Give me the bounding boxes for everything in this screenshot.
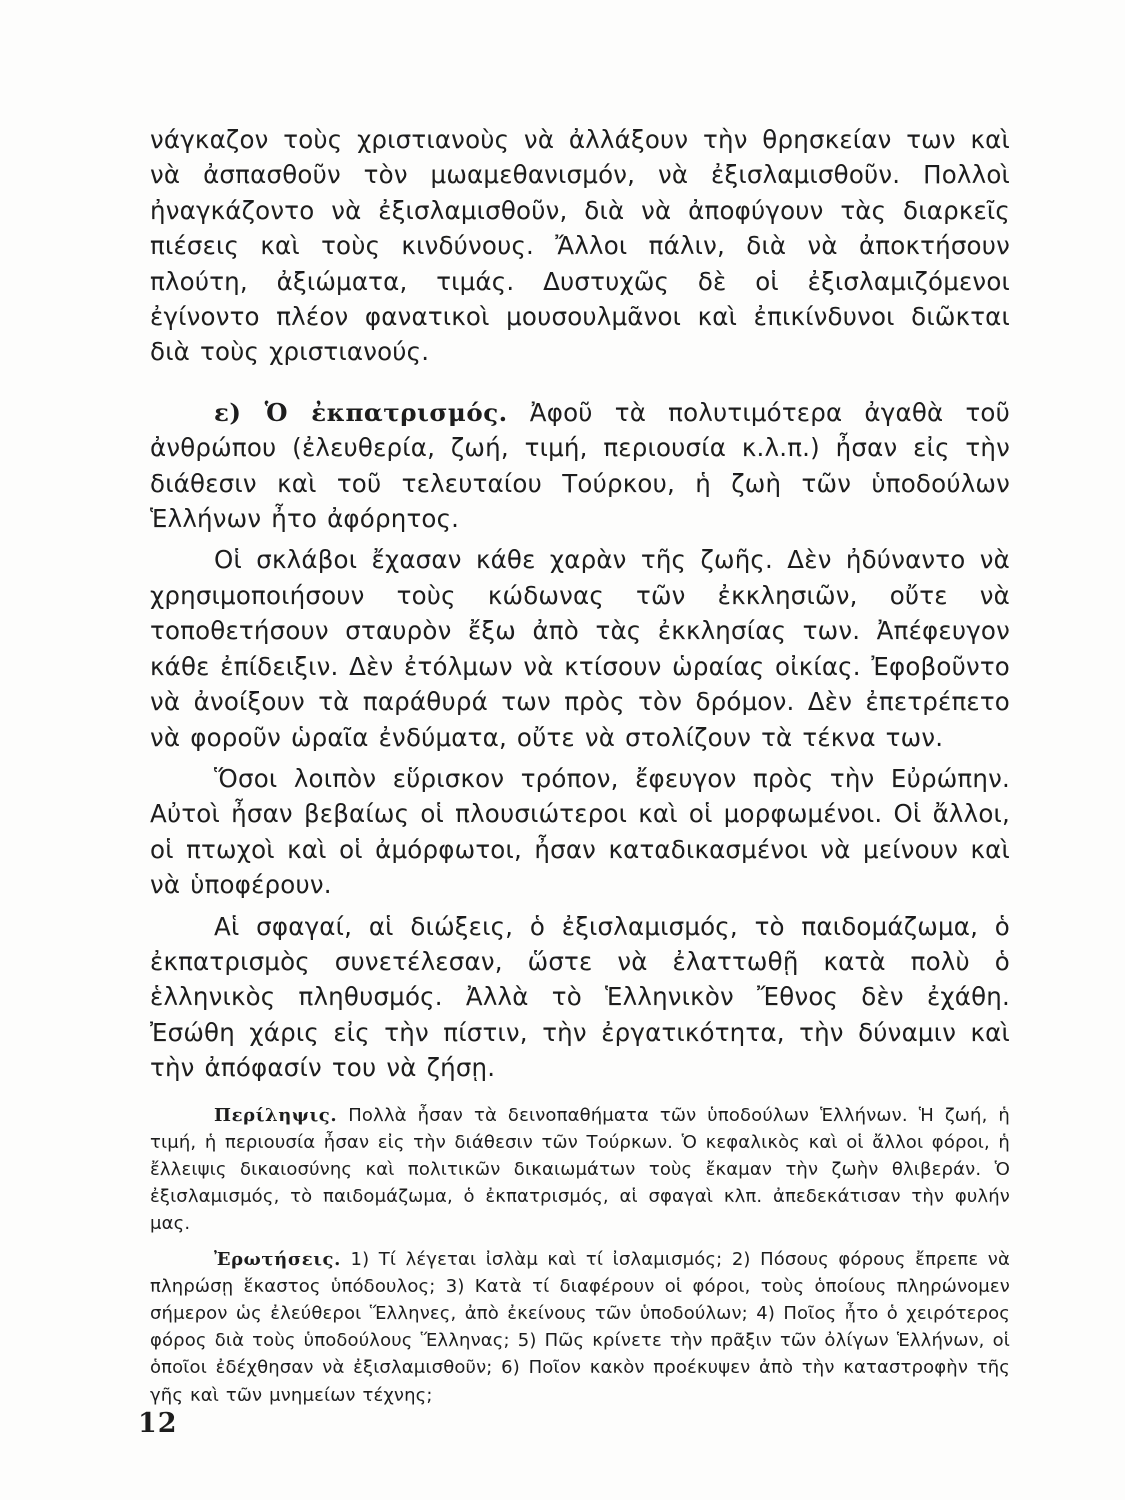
paragraph-slaves: Οἱ σκλάβοι ἔχασαν κάθε χαρὰν τῆς ζωῆς. Δὲν ἠδύναντο νὰ χρησιμοποιήσουν τοὺς κώδωνας τῶν ἐκκλησιῶν, οὔτε νὰ τοποθετήσουν σταυρὸν ἔξω ἀπὸ τὰς ἐκκλησίας των. Ἀπέφευγον κάθε ἐπίδειξιν. Δὲν ἐτόλμων νὰ κτίσουν ὡραίας οἰκίας. Ἐφοβοῦντο νὰ ἀνοίξουν τὰ παράθυρά των πρὸς τὸν δρόμον. Δὲν ἐπετρέπετο νὰ φοροῦν ὡραῖα ἐνδύματα, οὔτε νὰ στολίζουν τὰ τέκνα των. (150, 545, 1010, 752)
summary-text: Πολλὰ ἦσαν τὰ δεινοπαθήματα τῶν ὑποδούλων Ἑλλήνων. Ἡ ζωή, ἡ τιμή, ἡ περιουσία ἦσαν εἰς τὴν διάθεσιν τῶν Τούρκων. Ὁ κεφαλικὸς καὶ οἱ ἄλλοι φόροι, ἡ ἔλλειψις δικαιοσύνης καὶ πολιτικῶν δικαιωμάτων τοὺς ἔκαμαν τὴν ζωὴν θλιβεράν. Ὁ ἐξισλαμισμός, τὸ παιδομάζωμα, ὁ ἐκπατρισμός, αἱ σφαγαὶ κλπ. ἀπεδεκάτισαν τὴν φυλήν μας. (150, 1104, 1010, 1235)
paragraph-expatriation (150, 395, 1010, 537)
paragraph-survival: Αἱ σφαγαί, αἱ διώξεις, ὁ ἐξισλαμισμός, τὸ παιδομάζωμα, ὁ ἐκπατρισμὸς συνετέλεσαν, ὥστε νὰ ἐλαττωθῇ κατὰ πολὺ ὁ ἑλληνικὸς πληθυσμός. Ἀλλὰ τὸ Ἑλληνικὸν Ἔθνος δὲν ἐχάθη. Ἐσώθη χάρις εἰς τὴν πίστιν, τὴν ἐργατικότητα, τὴν δύναμιν καὶ τὴν ἀπόφασίν του νὰ ζήσῃ. (150, 911, 1010, 1083)
page-text (150, 122, 1010, 1409)
questions-text: 1) Τί λέγεται ἰσλὰμ καὶ τί ἰσλαμισμός; 2) Πόσους φόρους ἔπρεπε νὰ πληρώσῃ ἕκαστος ὑπόδουλος; 3) Κατὰ τί διαφέρουν οἱ φόροι, τοὺς ὁποίους πληρώνομεν σήμερον ὡς ἐλεύθεροι Ἕλληνες, ἀπὸ ἐκείνους τῶν ὑποδούλων; 4) Ποῖος ἦτο ὁ χειρότερος φόρος διὰ τοὺς ὑποδούλους Ἕλληνας; 5) Πῶς κρίνετε τὴν πρᾶξιν τῶν ὀλίγων Ἑλλήνων, οἱ ὁποῖοι ἐδέχθησαν νὰ ἐξισλαμισθοῦν; 6) Ποῖον κακὸν προέκυψεν ἀπὸ τὴν καταστροφὴν τῆς γῆς καὶ τῶν μνημείων τέχνης; (150, 1248, 1010, 1406)
summary-label: Περίληψις. (214, 1104, 338, 1126)
paragraph-emigration: Ὅσοι λοιπὸν εὕρισκον τρόπον, ἔφευγον πρὸς τὴν Εὐρώπην. Αὐτοὶ ἦσαν βεβαίως οἱ πλουσιώτεροι καὶ οἱ μορφωμένοι. Οἱ ἄλλοι, οἱ πτωχοὶ καὶ οἱ ἀμόρφωτοι, ἦσαν καταδικασμένοι νὰ μείνουν καὶ νὰ ὑποφέρουν. (150, 763, 1010, 900)
page-number: 12 (138, 1408, 178, 1439)
questions-block (150, 1246, 1010, 1409)
questions-label: Ἐρωτήσεις. (214, 1248, 341, 1270)
section-heading-expatriation: ε) Ὁ ἐκπατρισμός. (214, 397, 508, 427)
chapter-notes (150, 1102, 1010, 1409)
paragraph-expatriation-text: Ἀφοῦ τὰ πολυτιμότερα ἀγαθὰ τοῦ ἀνθρώπου (ἐλευθερία, ζωή, τιμή, περιουσία κ.λ.π.) ἦσαν εἰς τὴν διάθεσιν καὶ τοῦ τελευταίου Τούρκου, ἡ ζωὴ τῶν ὑποδούλων Ἑλλήνων ἦτο ἀφόρητος. (150, 397, 1010, 534)
paragraph-islamization: νάγκαζον τοὺς χριστιανοὺς νὰ ἀλλάξουν τὴν θρησκείαν των καὶ νὰ ἀσπασθοῦν τὸν μωαμεθανισμόν, νὰ ἐξισλαμισθοῦν. Πολλοὶ ἠναγκάζοντο νὰ ἐξισλαμισθοῦν, διὰ νὰ ἀποφύγουν τὰς διαρκεῖς πιέσεις καὶ τοὺς κινδύνους. Ἄλλοι πάλιν, διὰ νὰ ἀποκτήσουν πλούτη, ἀξιώματα, τιμάς. Δυστυχῶς δὲ οἱ ἐξισλαμιζόμενοι ἐγίνοντο πλέον φανατικοὶ μουσουλμᾶνοι καὶ ἐπικίνδυνοι διῶκται διὰ τοὺς χριστιανούς. (150, 125, 1010, 367)
summary-block (150, 1102, 1010, 1238)
main-text (150, 122, 1010, 1086)
